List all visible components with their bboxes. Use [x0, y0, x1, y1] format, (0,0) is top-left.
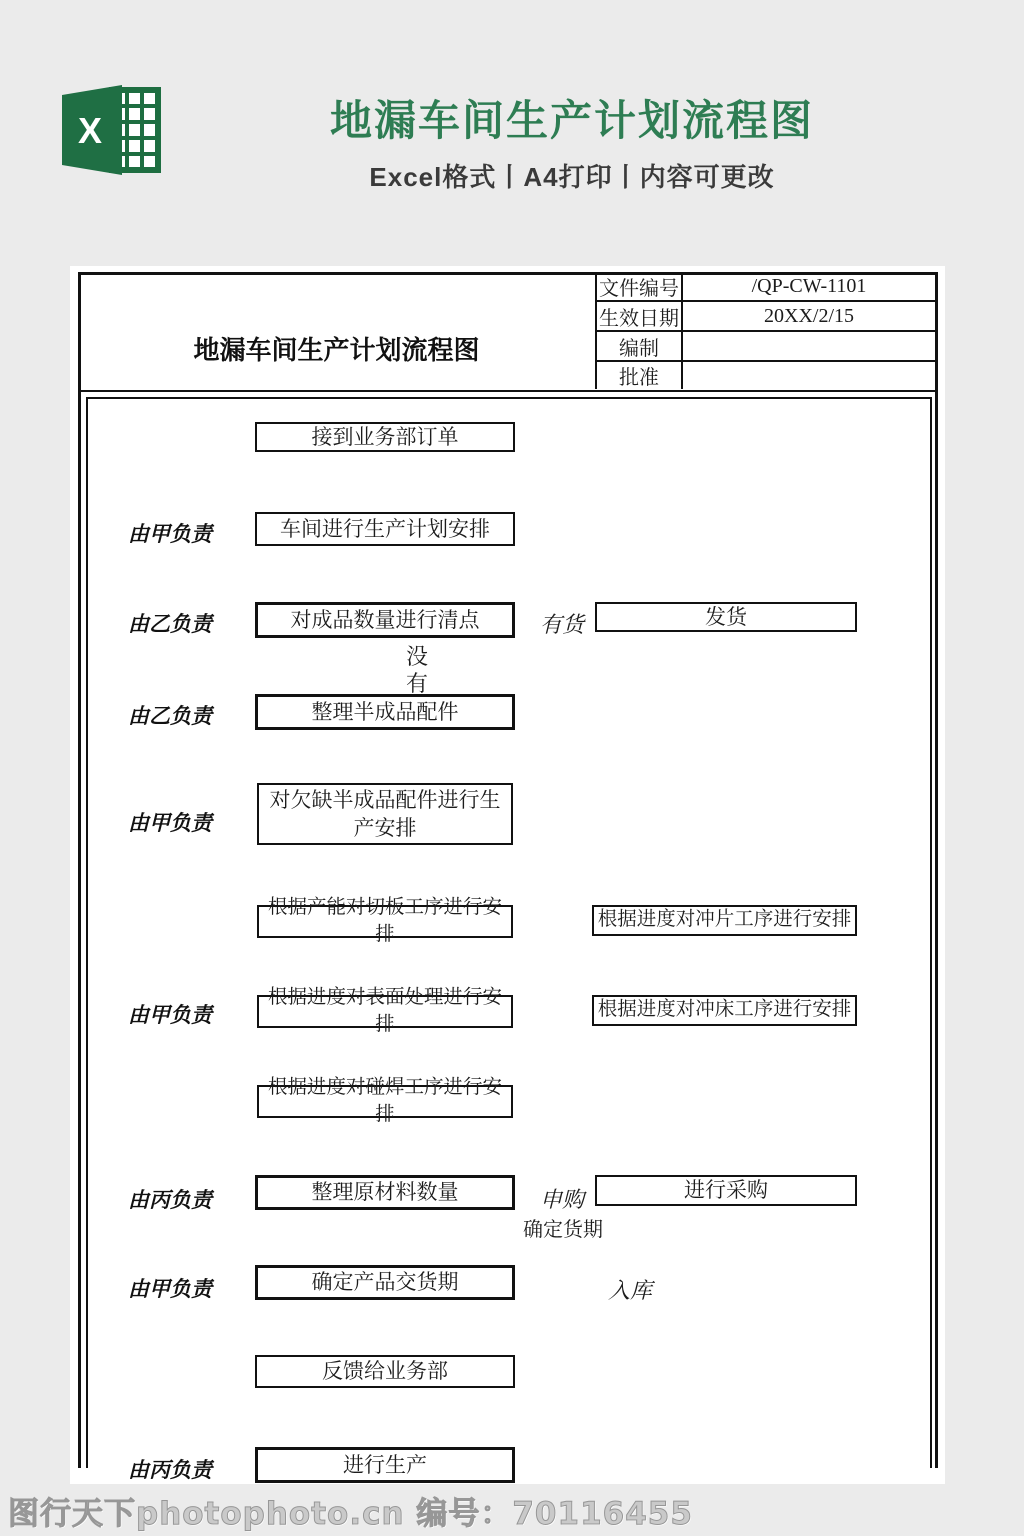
- responsible-label: 由乙负责: [128, 612, 212, 636]
- flow-box-plan-arrange: 车间进行生产计划安排: [255, 512, 515, 546]
- page-subtitle: Excel格式丨A4打印丨内容可更改: [369, 162, 775, 192]
- svg-text:X: X: [77, 110, 103, 151]
- flow-box-receive-order: 接到业务部订单: [255, 422, 515, 452]
- connector-no-stock-line2: 有: [405, 671, 428, 696]
- flow-box-ship: 发货: [595, 602, 857, 632]
- connector-confirm-delivery: 确定货期: [523, 1219, 603, 1241]
- watermark-text: 图行天下photophoto.cn 编号：70116455: [8, 1496, 693, 1532]
- flow-box-organize-semi: 整理半成品配件: [255, 694, 515, 730]
- flow-box-punching-sheet-process: 根据进度对冲片工序进行安排: [592, 905, 857, 936]
- flow-box-missing-semi-plan: 对欠缺半成品配件进行生产安排: [257, 783, 513, 845]
- flow-box-surface-process: 根据进度对表面处理进行安排: [257, 995, 513, 1028]
- responsible-label: 由甲负责: [128, 522, 212, 546]
- responsible-label: 由甲负责: [128, 1277, 212, 1301]
- responsible-label: 由甲负责: [128, 1003, 212, 1027]
- responsible-label: 由丙负责: [128, 1188, 212, 1212]
- flow-box-feedback: 反馈给业务部: [255, 1355, 515, 1388]
- flow-box-raw-material-count: 整理原材料数量: [255, 1175, 515, 1210]
- responsible-label: 由丙负责: [128, 1458, 212, 1482]
- table-row: [595, 362, 935, 389]
- responsible-label: 由甲负责: [128, 811, 212, 835]
- table-row: [595, 302, 935, 332]
- document-page: [70, 266, 945, 1484]
- flow-box-cutting-process: 根据产能对切板工序进行安排: [257, 905, 513, 938]
- responsible-label: 由乙负责: [128, 704, 212, 728]
- field-label: 批准: [595, 362, 683, 389]
- flow-box-punch-press-process: 根据进度对冲床工序进行安排: [592, 995, 857, 1026]
- connector-warehouse-in: 入库: [607, 1278, 652, 1303]
- flow-box-delivery-date: 确定产品交货期: [255, 1265, 515, 1300]
- field-value: 20XX/2/15: [764, 304, 854, 327]
- field-label: 生效日期: [595, 302, 683, 330]
- connector-purchase-request: 申购: [539, 1187, 584, 1212]
- table-row: [595, 332, 935, 362]
- flow-box-purchasing: 进行采购: [595, 1175, 857, 1206]
- field-label: 文件编号: [595, 272, 683, 300]
- document-title: 地漏车间生产计划流程图: [193, 336, 480, 365]
- page-title: 地漏车间生产计划流程图: [329, 97, 814, 144]
- table-row: [595, 272, 935, 302]
- flow-box-spot-welding-process: 根据进度对碰焊工序进行安排: [257, 1085, 513, 1118]
- field-value: /QP-CW-1101: [751, 274, 867, 297]
- connector-have-stock: 有货: [539, 612, 584, 637]
- flow-box-count-finished: 对成品数量进行清点: [255, 602, 515, 638]
- field-label: 编制: [595, 332, 683, 360]
- flow-box-production: 进行生产: [255, 1447, 515, 1483]
- document-header-table: [595, 272, 935, 389]
- field-value: [683, 362, 935, 389]
- header-divider: [78, 390, 938, 392]
- connector-no-stock-line1: 没: [405, 644, 428, 669]
- field-value: [683, 332, 935, 360]
- connector-no-stock: [397, 643, 437, 697]
- document-clip: [70, 266, 945, 1482]
